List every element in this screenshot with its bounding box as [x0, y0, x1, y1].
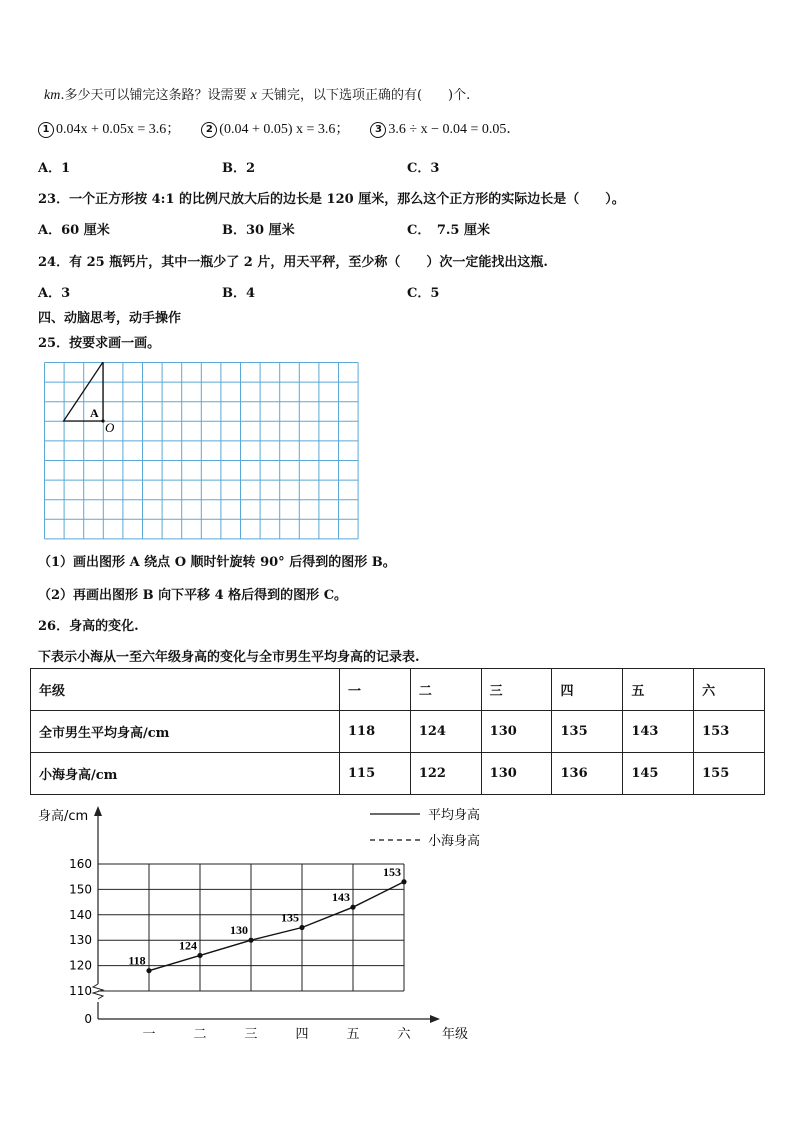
- table-cell: 124: [410, 711, 481, 753]
- data-point: [299, 925, 304, 930]
- q24-option-a[interactable]: A．3: [38, 286, 71, 301]
- table-cell: 136: [552, 753, 623, 795]
- y-tick-label: 140: [69, 907, 92, 922]
- table-header-grade: 三: [481, 669, 552, 711]
- y-tick-label: 130: [69, 933, 92, 948]
- y-axis-arrow-icon: [94, 806, 102, 816]
- table-cell: 130: [481, 711, 552, 753]
- data-label: 143: [332, 890, 350, 905]
- q26-intro: 下表示小海从一至六年级身高的变化与全市男生平均身高的记录表.: [38, 650, 420, 665]
- table-cell: 130: [481, 753, 552, 795]
- x-tick-label: 六: [397, 1027, 411, 1042]
- grid-lines: [45, 363, 359, 539]
- table-cell: 143: [623, 711, 694, 753]
- data-point: [197, 953, 202, 958]
- series-line-average: [149, 882, 404, 971]
- table-row-label: 全市男生平均身高/cm: [31, 711, 340, 753]
- section-title: 四、动脑思考，动手操作: [38, 311, 182, 326]
- x-tick-label: 五: [346, 1027, 360, 1042]
- data-label: 135: [281, 910, 299, 925]
- q25-sub-1: （1）画出图形 A 绕点 O 顺时针旋转 90° 后得到的图形 B。: [38, 555, 396, 570]
- height-record-table: [30, 668, 765, 795]
- q22-variable: x: [250, 88, 257, 103]
- y-tick-label: 150: [69, 882, 92, 897]
- table-row: [31, 711, 765, 753]
- y-axis-label: 身高/cm: [38, 809, 89, 824]
- q22-option-c[interactable]: C．3: [407, 161, 440, 176]
- table-row: [31, 753, 765, 795]
- q26-stem: 26．身高的变化.: [38, 619, 139, 634]
- x-tick-label: 四: [295, 1027, 309, 1042]
- equation-3: 3.6 ÷ x − 0.04 = 0.05．: [388, 122, 521, 137]
- table-header-label: 年级: [31, 669, 340, 711]
- q23-option-b[interactable]: B．30 厘米: [222, 223, 295, 238]
- data-point: [401, 879, 406, 884]
- height-line-chart[interactable]: [30, 800, 510, 1050]
- chart-grid: [98, 864, 404, 991]
- q22-stem-text-2: 天铺完，以下选项正确的有( )个.: [260, 88, 471, 103]
- equation-2: (0.04 + 0.05) x = 3.6；: [219, 122, 350, 137]
- legend-label-average: 平均身高: [428, 808, 481, 823]
- data-point: [248, 938, 253, 943]
- table-cell: 155: [694, 753, 765, 795]
- q22-option-b[interactable]: B．2: [222, 161, 256, 176]
- table-cell: 115: [340, 753, 411, 795]
- x-tick-label: 三: [244, 1027, 258, 1042]
- x-tick-label: 一: [142, 1027, 156, 1042]
- equation-1: 0.04x + 0.05x = 3.6；: [56, 122, 181, 137]
- y-tick-label: 160: [69, 857, 92, 871]
- q22-unit: km: [44, 88, 61, 103]
- table-cell: 135: [552, 711, 623, 753]
- q22-option-a[interactable]: A．1: [38, 161, 71, 176]
- table-cell: 145: [623, 753, 694, 795]
- data-label: 153: [383, 864, 401, 879]
- y-tick-label: 120: [69, 958, 92, 973]
- q22-stem: [44, 84, 470, 104]
- table-cell: 118: [340, 711, 411, 753]
- x-tick-label: 二: [193, 1027, 207, 1042]
- chart-legend: [370, 807, 480, 849]
- q22-stem-text: .多少天可以铺完这条路？设需要: [60, 88, 247, 103]
- table-header-grade: 五: [623, 669, 694, 711]
- table-header-grade: 四: [552, 669, 623, 711]
- table-header-grade: 二: [410, 669, 481, 711]
- q24-option-c[interactable]: C．5: [407, 286, 440, 301]
- point-o-label: O: [105, 420, 115, 435]
- chart-series: [128, 865, 406, 973]
- y-tick-label: 110: [69, 984, 92, 998]
- table-header-grade: 六: [694, 669, 765, 711]
- equation-number-2: 2: [201, 122, 217, 138]
- equation-number-3: 3: [370, 122, 386, 138]
- q23-stem: 23．一个正方形按 4:1 的比例尺放大后的边长是 120 厘米，那么这个正方形的实际边长是（ ）。: [38, 192, 625, 207]
- x-axis-label: 年级: [442, 1027, 469, 1042]
- triangle-a-label: A: [90, 406, 99, 420]
- table-cell: 153: [694, 711, 765, 753]
- x-axis-arrow-icon: [430, 1015, 440, 1023]
- data-label: 124: [179, 938, 197, 953]
- q23-option-c[interactable]: C． 7.5 厘米: [407, 223, 490, 238]
- q24-stem: 24．有 25 瓶钙片，其中一瓶少了 2 片，用天平秤，至少称（ ）次一定能找出这瓶.: [38, 255, 548, 270]
- equation-number-1: 1: [38, 122, 54, 138]
- table-cell: 122: [410, 753, 481, 795]
- legend-label-xiaohai: 小海身高: [428, 834, 481, 849]
- data-point: [146, 968, 151, 973]
- table-header-grade: 一: [340, 669, 411, 711]
- q24-option-b[interactable]: B．4: [222, 286, 256, 301]
- y-tick-label: 0: [84, 1012, 92, 1026]
- data-point: [350, 905, 355, 910]
- q25-stem: 25．按要求画一画。: [38, 336, 161, 351]
- table-row-label: 小海身高/cm: [31, 753, 340, 795]
- drawing-grid[interactable]: [44, 362, 360, 540]
- q25-sub-2: （2）再画出图形 B 向下平移 4 格后得到的图形 C。: [38, 588, 348, 603]
- q23-option-a[interactable]: A．60 厘米: [38, 223, 110, 238]
- q22-equations: [38, 118, 520, 138]
- data-label: 130: [230, 923, 248, 938]
- table-header-row: [31, 669, 765, 711]
- data-label: 118: [128, 953, 146, 968]
